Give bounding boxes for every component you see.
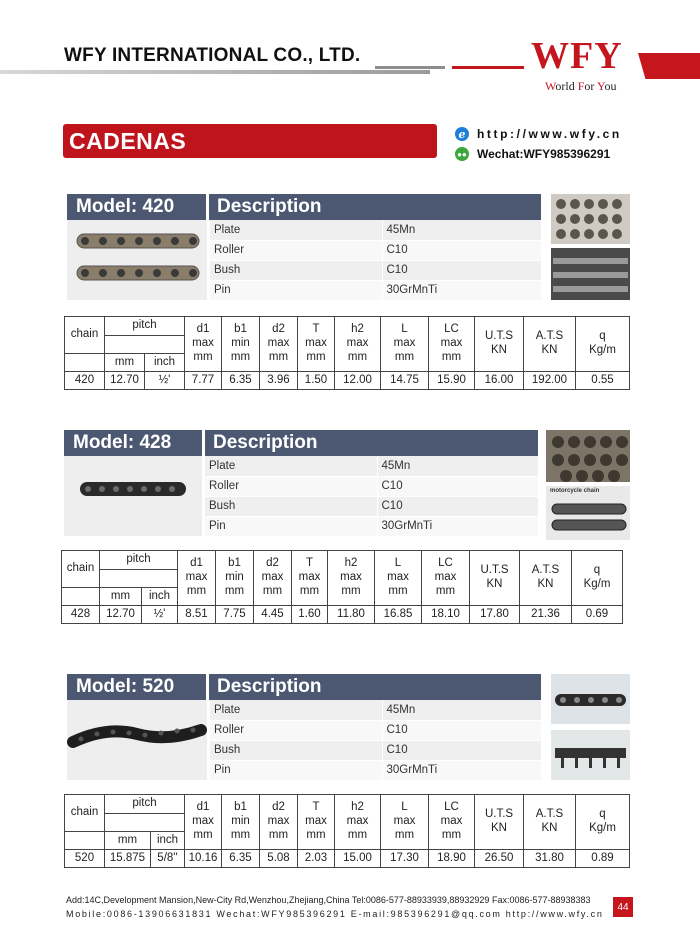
material-row: Bush C10 xyxy=(210,740,541,760)
wechat-id: Wechat:WFY985396291 xyxy=(477,147,611,161)
material-row: Plate 45Mn xyxy=(205,456,538,476)
header-divider xyxy=(0,70,430,74)
header-accent-red xyxy=(452,66,524,69)
model-label: Model: 520 xyxy=(67,674,209,700)
material-row: Bush C10 xyxy=(205,496,538,516)
wechat-icon: ●● xyxy=(455,147,469,161)
chain-photo-428 xyxy=(64,456,202,536)
material-row: Roller C10 xyxy=(205,476,538,496)
spec-table-420: chain pitch d1 max mm b1 min mm d2 max mm T max mm h2 max mm L max mm LC max mm U.T.S KN A.T.S KN q Kg/m mm inch 420 12.70 ½' 7.77 6.35 3.96 1.50 12.00 14.75 15.90 16.00 192.00 0.55 xyxy=(64,316,630,390)
footer-mobile-email: Mobile:0086-13906631831 Wechat:WFY985396291 E-mail:985396291@qq.com http://www.wfy.cn xyxy=(66,909,604,919)
spec-table-428: chain pitch d1 max mm b1 min mm d2 max mm T max mm h2 max mm L max mm LC max mm U.T.S KN A.T.S KN q Kg/m mm inch 428 12.70 ½' 8.51 7.75 4.45 1.60 11.80 16.85 18.10 17.80 21.36 0.69 xyxy=(61,550,623,624)
model-428-bar xyxy=(64,430,538,456)
spec-row: 420 12.70 ½' 7.77 6.35 3.96 1.50 12.00 14.75 15.90 16.00 192.00 0.55 xyxy=(65,372,630,390)
material-table-520 xyxy=(210,700,541,781)
chain-image xyxy=(67,700,207,780)
header-accent-grey xyxy=(375,66,445,69)
page-number: 44 xyxy=(613,897,633,917)
material-row: Plate 45Mn xyxy=(210,700,541,720)
footer-contact xyxy=(66,895,604,919)
contact-block xyxy=(455,124,622,164)
wfy-logo: WFY xyxy=(531,35,623,77)
chain-pile-photo xyxy=(546,430,630,482)
chain-photo-520 xyxy=(67,700,207,780)
material-row: Roller C10 xyxy=(210,720,541,740)
model-420-bar xyxy=(67,194,541,220)
logo-tagline: World For You xyxy=(545,79,617,93)
chain-image xyxy=(64,456,202,536)
chain-coil-photo xyxy=(551,194,630,244)
material-row: Pin 30GrMnTi xyxy=(205,516,538,536)
chain-closeup-photo xyxy=(551,674,630,724)
description-header: Description xyxy=(209,674,541,700)
material-table-428 xyxy=(205,456,538,537)
chain-side-photo xyxy=(551,730,630,780)
spec-row: 428 12.70 ½' 8.51 7.75 4.45 1.60 11.80 16.85 18.10 17.80 21.36 0.69 xyxy=(62,606,623,624)
photo-caption: motorcycle chain xyxy=(550,488,600,494)
description-header: Description xyxy=(205,430,538,456)
spec-table-520: chain pitch d1 max mm b1 min mm d2 max mm T max mm h2 max mm L max mm LC max mm U.T.S KN A.T.S KN q Kg/m mm inch 520 15.875 5/8'' 10.16 6.35 5.08 2.03 15.00 17.30 18.90 26.50 31.80 0.89 xyxy=(64,794,630,868)
browser-icon: e xyxy=(455,127,469,141)
footer-address: Add:14C,Development Mansion,New-City Rd,Wenzhou,Zhejiang,China Tel:0086-577-88933939,88932929 Fax:0086-577-88938383 xyxy=(66,895,591,905)
chain-detail-photo xyxy=(551,248,630,300)
motorcycle-chain-photo xyxy=(546,486,630,540)
company-name: WFY INTERNATIONAL CO., LTD. xyxy=(64,45,361,66)
model-label: Model: 428 xyxy=(64,430,205,456)
spec-row: 520 15.875 5/8'' 10.16 6.35 5.08 2.03 15.00 17.30 18.90 26.50 31.80 0.89 xyxy=(65,850,630,868)
website-link[interactable]: http://www.wfy.cn xyxy=(477,127,622,141)
chain-photo-420 xyxy=(67,220,207,300)
model-520-bar xyxy=(67,674,541,700)
material-row: Pin 30GrMnTi xyxy=(210,280,541,300)
material-table-420 xyxy=(210,220,541,301)
chain-image xyxy=(67,220,207,300)
material-row: Pin 30GrMnTi xyxy=(210,760,541,780)
model-label: Model: 420 xyxy=(67,194,209,220)
page-title: CADENAS xyxy=(63,124,437,158)
description-header: Description xyxy=(209,194,541,220)
material-row: Roller C10 xyxy=(210,240,541,260)
material-row: Plate 45Mn xyxy=(210,220,541,240)
material-row: Bush C10 xyxy=(210,260,541,280)
header-red-tab xyxy=(638,53,700,79)
